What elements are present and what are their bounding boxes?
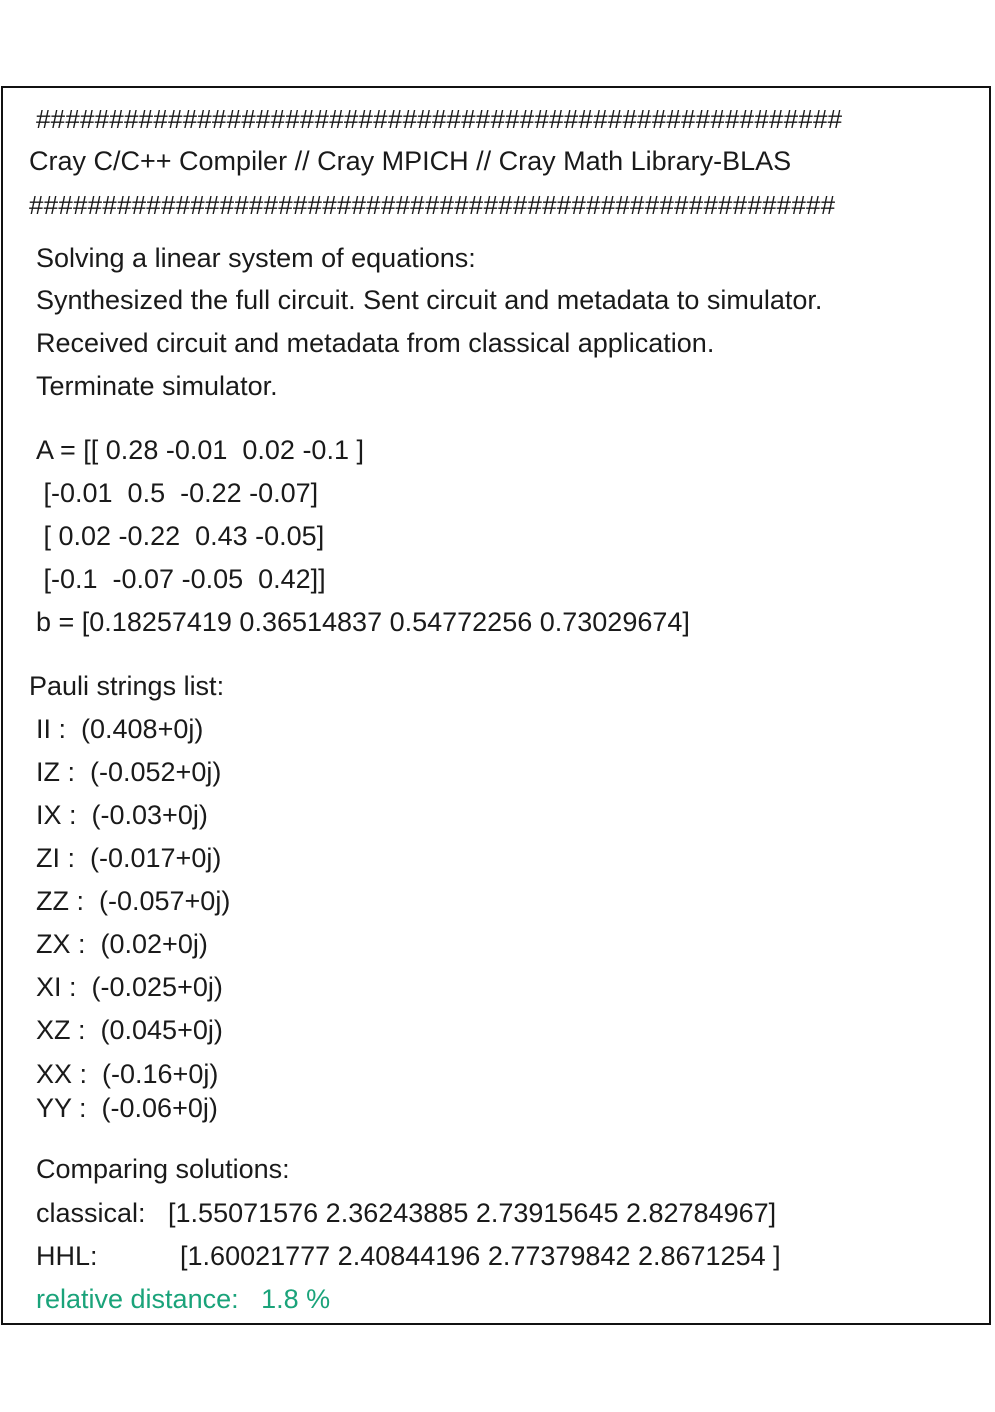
pauli-item: XX : (-0.16+0j) xyxy=(36,1059,219,1089)
comparison-title: Comparing solutions: xyxy=(36,1154,290,1184)
hash-separator-bottom: ####################################################### xyxy=(29,190,836,220)
pauli-title: Pauli strings list: xyxy=(29,671,225,701)
hash-separator-top: ####################################################### xyxy=(36,104,843,134)
matrix-row: [-0.01 0.5 -0.22 -0.07] xyxy=(36,478,319,508)
classical-solution: classical: [1.55071576 2.36243885 2.73915645 2.82784967] xyxy=(36,1198,777,1228)
pauli-item: XZ : (0.045+0j) xyxy=(36,1015,223,1045)
pauli-item: XI : (-0.025+0j) xyxy=(36,972,223,1002)
pauli-item: IZ : (-0.052+0j) xyxy=(36,757,222,787)
hhl-solution: HHL: [1.60021777 2.40844196 2.77379842 2.8671254 ] xyxy=(36,1241,781,1271)
log-line: Synthesized the full circuit. Sent circuit and metadata to simulator. xyxy=(36,285,823,315)
matrix-row: A = [[ 0.28 -0.01 0.02 -0.1 ] xyxy=(36,435,364,465)
log-line: Solving a linear system of equations: xyxy=(36,243,476,273)
pauli-item: IX : (-0.03+0j) xyxy=(36,800,208,830)
matrix-row: [ 0.02 -0.22 0.43 -0.05] xyxy=(36,521,325,551)
matrix-row: [-0.1 -0.07 -0.05 0.42]] xyxy=(36,564,326,594)
pauli-item: YY : (-0.06+0j) xyxy=(36,1093,218,1123)
relative-distance: relative distance: 1.8 % xyxy=(36,1284,331,1314)
log-line: Received circuit and metadata from classical application. xyxy=(36,328,715,358)
pauli-item: ZZ : (-0.057+0j) xyxy=(36,886,231,916)
compiler-info-line: Cray C/C++ Compiler // Cray MPICH // Cray Math Library-BLAS xyxy=(29,146,792,176)
vector-b-line: b = [0.18257419 0.36514837 0.54772256 0.73029674] xyxy=(36,607,690,637)
log-line: Terminate simulator. xyxy=(36,371,278,401)
pauli-item: ZI : (-0.017+0j) xyxy=(36,843,222,873)
pauli-item: ZX : (0.02+0j) xyxy=(36,929,208,959)
pauli-item: II : (0.408+0j) xyxy=(36,714,204,744)
